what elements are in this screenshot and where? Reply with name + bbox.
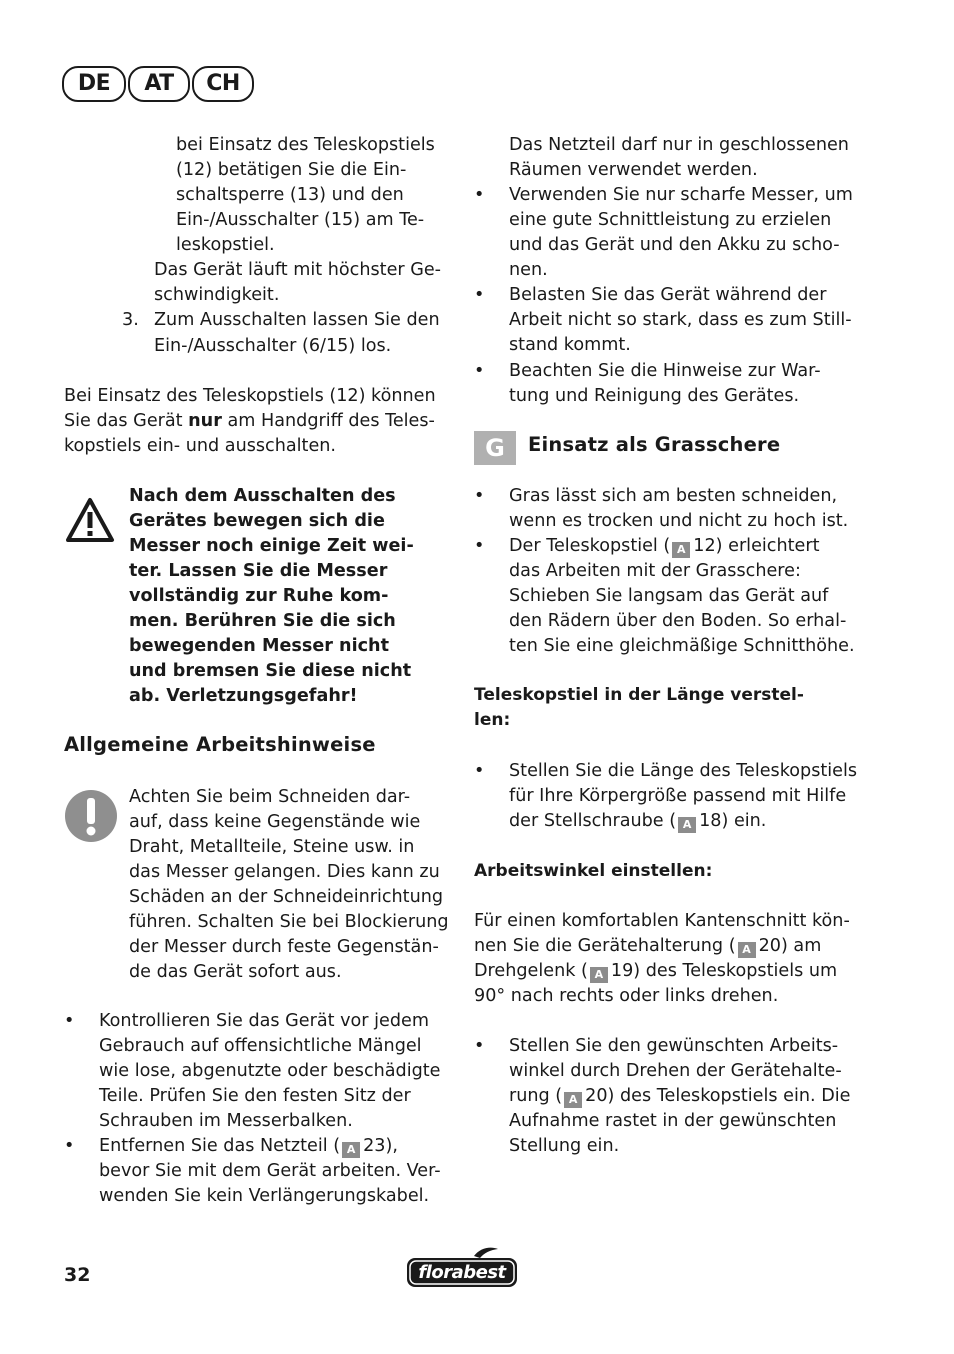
continued-text: Das Netzteil darf nur in geschlossenen Räumen verwendet werden. bbox=[509, 135, 849, 180]
list-item: Entfernen Sie das Netzteil ( A 23), bevor Sie mit dem Gerät arbeiten. Ver- wenden Sie kein Verlängerungskabel. bbox=[99, 1136, 441, 1206]
list-item: Stellen Sie die Länge des Teleskopstiels für Ihre Körpergröße passend mit Hilfe der Stellschraube ( A 18) ein. bbox=[509, 761, 858, 831]
section-heading-grass-shears: Einsatz als Grasschere bbox=[528, 433, 781, 456]
bullet: • bbox=[474, 536, 485, 556]
bullet: • bbox=[474, 285, 485, 305]
step2-indented-text: bei Einsatz des Teleskopstiels (12) betätigen Sie die Ein- schaltsperre (13) und den Ein-/Ausschalter (15) am Te- leskopstiel. bbox=[176, 135, 435, 255]
list-item: Beachten Sie die Hinweise zur War- tung und Reinigung des Gerätes. bbox=[509, 361, 821, 406]
warning-text: Nach dem Ausschalten des Gerätes bewegen sich die Messer noch einige Zeit wei- ter. Lassen Sie die Messer vollständig zur Ruhe kom- men. Berühren Sie die sich bewegenden Messer nicht und bremsen Sie diese nicht ab. Verletzungsgefahr! bbox=[129, 486, 414, 706]
subheading-telescopic-length: Teleskopstiel in der Länge verstel- len: bbox=[474, 685, 804, 730]
country-badge-ch: CH bbox=[192, 66, 254, 102]
section-heading-general: Allgemeine Arbeitshinweise bbox=[64, 733, 376, 756]
figure-a-ref-icon: A bbox=[672, 542, 690, 558]
bullet: • bbox=[64, 1136, 75, 1156]
step2-result-text: Das Gerät läuft mit höchster Ge- schwindigkeit. bbox=[154, 260, 442, 305]
figure-a-ref-icon: A bbox=[678, 817, 696, 833]
bullet: • bbox=[64, 1011, 75, 1031]
step3-text: Zum Ausschalten lassen Sie den Ein-/Ausschalter (6/15) los. bbox=[154, 310, 440, 356]
figure-a-ref-icon: A bbox=[342, 1142, 360, 1158]
list-item: Verwenden Sie nur scharfe Messer, um eine gute Schnittleistung zu erzielen und das Gerät und den Akku zu scho- nen. bbox=[509, 185, 853, 280]
bullet: • bbox=[474, 361, 485, 381]
bullet: • bbox=[474, 185, 485, 205]
section-letter-badge: G bbox=[474, 431, 516, 465]
list-item: Gras lässt sich am besten schneiden, wenn es trocken und nicht zu hoch ist. bbox=[509, 486, 849, 531]
list-item: Belasten Sie das Gerät während der Arbeit nicht so stark, dass es zum Still- stand kommt. bbox=[509, 285, 852, 355]
list-item: Kontrollieren Sie das Gerät vor jedem Gebrauch auf offensichtliche Mängel wie lose, abgenutzte oder beschädigte Teile. Prüfen Sie den festen Sitz der Schrauben im Messerbalken. bbox=[99, 1011, 441, 1131]
florabest-logo: florabest bbox=[404, 1246, 520, 1290]
country-badge-at: AT bbox=[128, 66, 190, 102]
notice-text: Achten Sie beim Schneiden dar- auf, dass keine Gegenstände wie Draht, Metallteile, Steine usw. in das Messer gelangen. Dies kann zu Schäden an der Schneideinrichtung führen. Schalten Sie bei Blockierung der Messer durch feste Gegenstän- de das Gerät sofort aus. bbox=[129, 787, 449, 982]
country-badge-de: DE bbox=[62, 66, 126, 102]
bullet: • bbox=[474, 761, 485, 781]
list-item: Stellen Sie den gewünschten Arbeits- winkel durch Drehen der Gerätehalte- rung ( A 20) des Teleskopstiels ein. Die Aufnahme rastet in der gewünschten Stellung ein. bbox=[509, 1036, 851, 1156]
page-number: 32 bbox=[64, 1264, 91, 1286]
exclamation-circle-icon bbox=[64, 789, 118, 843]
bullet: • bbox=[474, 486, 485, 506]
figure-a-ref-icon: A bbox=[564, 1092, 582, 1108]
step3-number: 3. bbox=[122, 310, 139, 330]
telescopic-paragraph: Bei Einsatz des Teleskopstiels (12) können Sie das Gerät nur am Handgriff des Teles- kopstiels ein- und ausschalten. bbox=[64, 386, 436, 456]
figure-a-ref-icon: A bbox=[738, 942, 756, 958]
bullet: • bbox=[474, 1036, 485, 1056]
figure-a-ref-icon: A bbox=[590, 967, 608, 983]
working-angle-paragraph: Für einen komfortablen Kantenschnitt kön- nen Sie die Gerätehalterung ( A 20) am Drehgelenk ( A 19) des Teleskopstiels um 90° nach rechts oder links drehen. bbox=[474, 911, 850, 1006]
list-item: Der Teleskopstiel ( A 12) erleichtert das Arbeiten mit der Grasschere: Schieben Sie langsam das Gerät auf den Rädern über den Boden. So erhal- ten Sie eine gleichmäßige Schnitthöhe. bbox=[509, 536, 855, 656]
warning-triangle-icon bbox=[64, 496, 116, 544]
subheading-working-angle: Arbeitswinkel einstellen: bbox=[474, 861, 713, 881]
